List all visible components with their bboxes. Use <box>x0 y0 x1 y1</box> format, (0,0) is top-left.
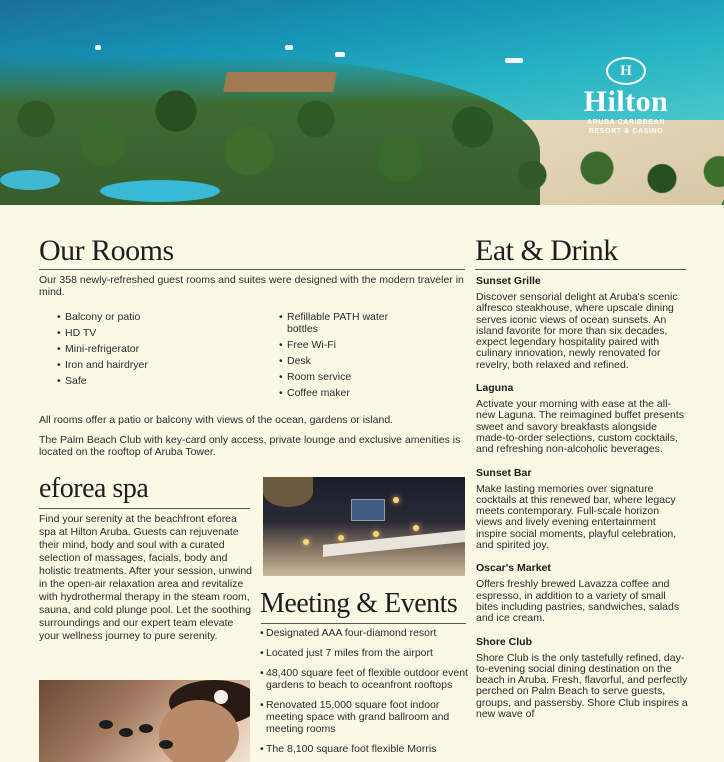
venue-description: Activate your morning with ease at the all-new Laguna. The reimagined buffet presents sweet and savory breakfasts alongside made-to-order selections, custom cocktails, and refreshing non-alcoholic beverages. <box>476 398 685 456</box>
hilton-wordmark: Hilton <box>583 85 669 118</box>
rooms-intro: Our 358 newly-refreshed guest rooms and suites were designed with the modern traveler in mind. <box>39 274 464 298</box>
amenity-item: • Mini-refrigerator <box>57 343 267 355</box>
meetings-item: • Located just 7 miles from the airport <box>261 647 471 659</box>
meetings-item: • 48,400 square feet of flexible outdoor event gardens to beach to oceanfront rooftops <box>261 667 471 691</box>
rooms-club-note: The Palm Beach Club with key-card only access, private lounge and exclusive amenities is located on the rooftop of Aruba Tower. <box>39 434 461 458</box>
amenity-item: • Desk <box>279 355 389 367</box>
venue-description: Offers freshly brewed Lavazza coffee and espresso, in addition to a variety of small bites including pastries, sandwiches, salads and ice cream. <box>476 578 680 625</box>
beach-dining-event-photo <box>263 477 465 576</box>
meetings-heading: Meeting & Events <box>260 588 458 619</box>
rooms-heading: Our Rooms <box>39 234 174 267</box>
amenity-item: • Free Wi-Fi <box>279 339 389 351</box>
logo-subtitle-line2: RESORT & CASINO <box>588 128 664 135</box>
hilton-logo <box>578 57 674 136</box>
dining-venues <box>476 275 688 731</box>
venue-name: Laguna <box>476 382 514 395</box>
rooms-views-note: All rooms offer a patio or balcony with views of the ocean, gardens or island. <box>39 414 394 426</box>
meetings-item: • Designated AAA four-diamond resort <box>261 627 471 639</box>
amenity-item: • Iron and hairdryer <box>57 359 267 371</box>
venue-description: Shore Club is the only tastefully refined, day-to-evening social dining destination on the beach in Aruba. Fresh, flavorful, and perfectly perched on Palm Beach to serve guests, groups, and passersby. Shore Club inspires a new wave of <box>476 651 688 721</box>
venue-shore-club <box>476 636 688 721</box>
venue-description: Discover sensorial delight at Aruba's scenic alfresco steakhouse, where upscale dining serves iconic views of ocean sunsets. An island favorite for more than six decades, expect legendary hospitality paired with culinary innovation, newly renovated for revelry, both relaxed and refined. <box>476 291 678 371</box>
dining-heading: Eat & Drink <box>475 234 618 267</box>
spa-divider <box>39 508 250 509</box>
meetings-divider <box>261 623 466 624</box>
venue-name: Oscar's Market <box>476 562 551 575</box>
amenity-item: • Safe <box>57 375 267 387</box>
meetings-item: • Renovated 15,000 square foot indoor meeting space with grand ballroom and meeting rooms <box>261 699 471 735</box>
dining-divider <box>475 269 686 270</box>
rooms-amenities-left <box>57 311 267 391</box>
amenity-item: • Refillable PATH water bottles <box>279 311 389 335</box>
spa-heading: eforea spa <box>39 473 149 504</box>
venue-oscars-market <box>476 562 688 624</box>
meetings-list <box>261 627 471 762</box>
venue-sunset-bar <box>476 467 688 552</box>
spa-description: Find your serenity at the beachfront eforea spa at Hilton Aruba. Guests can rejuvenate their mind, body and soul with a curated selection of massages, facials, body and holistic treatments. After your session, unwind in the open-air relaxation area and revitalize with hydrothermal therapy in the steam room, sauna, and cold plunge pool. Let the soothing surroundings and our expert team elevate your wellness journey to pure serenity. <box>39 513 253 642</box>
spa-massage-photo <box>39 680 250 762</box>
venue-sunset-grille <box>476 275 688 371</box>
rooms-amenities-right <box>279 311 389 403</box>
hilton-mark-icon: H <box>606 57 646 85</box>
meetings-item: • The 8,100 square foot flexible Morris <box>261 743 471 755</box>
venue-name: Sunset Bar <box>476 466 532 479</box>
logo-subtitle-line1: ARUBA CARIBBEAN <box>587 119 665 126</box>
amenity-item: • Balcony or patio <box>57 311 267 323</box>
venue-name: Sunset Grille <box>476 275 541 287</box>
venue-name: Shore Club <box>476 635 533 648</box>
venue-laguna <box>476 382 688 455</box>
amenity-item: • Coffee maker <box>279 387 389 399</box>
venue-description: Make lasting memories over signature cocktails at this renewed bar, where legacy meets contemporary. Full-scale horizon views and lively evening entertainment inspire social moments, playful celebration, and spirited joy. <box>476 482 677 552</box>
amenity-item: • Room service <box>279 371 389 383</box>
rooms-divider <box>39 269 465 270</box>
amenity-item: • HD TV <box>57 327 267 339</box>
